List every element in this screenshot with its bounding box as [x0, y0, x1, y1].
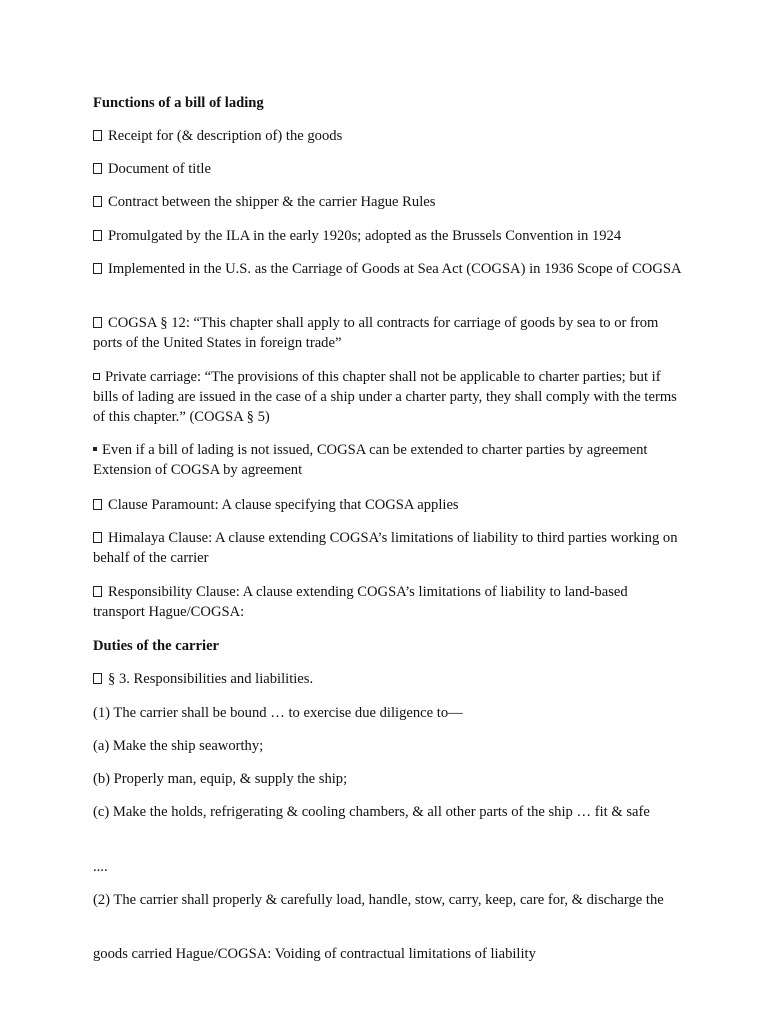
heading-functions: Functions of a bill of lading	[93, 95, 264, 111]
bullet-box-icon	[93, 586, 102, 597]
paragraph-2: (2) The carrier shall properly & carefully load, handle, stow, carry, keep, care for, & discharge the	[93, 892, 664, 908]
ellipsis: ....	[93, 859, 108, 875]
bullet-box-icon	[93, 532, 102, 543]
bullet-box-icon	[93, 196, 102, 207]
bullet-box-icon	[93, 230, 102, 241]
paragraph-b: (b) Properly man, equip, & supply the ship;	[93, 771, 348, 787]
heading-duties: Duties of the carrier	[93, 638, 220, 654]
bullet-implemented: Implemented in the U.S. as the Carriage of Goods at Sea Act (COGSA) in 1936 Scope of COGSA	[93, 259, 683, 279]
paragraph-1: (1) The carrier shall be bound … to exercise due diligence to—	[93, 705, 463, 721]
bullet-private-carriage: Private carriage: “The provisions of this chapter shall not be applicable to charter parties; but if bills of lading are issued in the case of a ship under a charter party, they shall comply with the terms of this chapter.” (COGSA § 5)	[93, 369, 677, 425]
bullet-box-icon	[93, 673, 102, 684]
paragraph-goods-carried: goods carried Hague/COGSA: Voiding of contractual limitations of liability	[93, 946, 536, 962]
bullet-responsibility-clause: Responsibility Clause: A clause extending COGSA’s limitations of liability to land-based transport Hague/COGSA:	[93, 584, 628, 620]
bullet-box-icon	[93, 499, 102, 510]
bullet-even-if: Even if a bill of lading is not issued, COGSA can be extended to charter parties by agreement Extension of COGSA by agreement	[93, 442, 648, 478]
bullet-clause-paramount: Clause Paramount: A clause specifying that COGSA applies	[93, 495, 683, 515]
bullet-receipt: Receipt for (& description of) the goods	[93, 126, 683, 146]
paragraph-c: (c) Make the holds, refrigerating & cooling chambers, & all other parts of the ship … fit & safe	[93, 804, 650, 820]
bullet-cogsa-12: COGSA § 12: “This chapter shall apply to all contracts for carriage of goods by sea to or from ports of the United States in foreign trade”	[93, 315, 659, 351]
bullet-box-icon	[93, 317, 102, 328]
bullet-contract: Contract between the shipper & the carrier Hague Rules	[93, 192, 683, 212]
bullet-document-of-title: Document of title	[93, 159, 683, 179]
bullet-box-icon	[93, 130, 102, 141]
bullet-himalaya-clause: Himalaya Clause: A clause extending COGSA’s limitations of liability to third parties working on behalf of the carrier	[93, 530, 678, 566]
bullet-box-icon	[93, 163, 102, 174]
bullet-section-3: § 3. Responsibilities and liabilities.	[93, 669, 683, 689]
bullet-dot-icon	[93, 447, 97, 451]
paragraph-a: (a) Make the ship seaworthy;	[93, 738, 264, 754]
bullet-small-box-icon	[93, 373, 100, 380]
bullet-promulgated: Promulgated by the ILA in the early 1920s; adopted as the Brussels Convention in 1924	[93, 226, 683, 246]
bullet-box-icon	[93, 263, 102, 274]
